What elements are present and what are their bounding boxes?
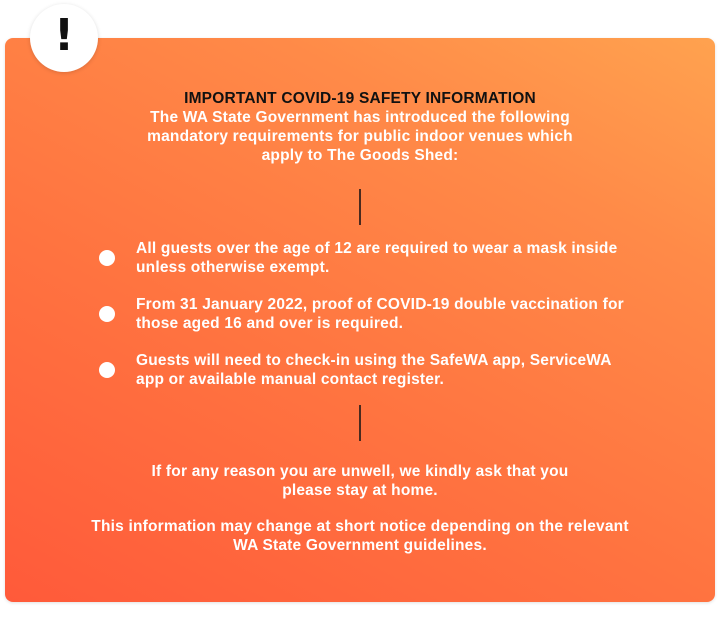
- divider-bottom: [359, 405, 361, 441]
- bullet-dot-icon: [99, 306, 115, 322]
- unwell-message-block: [0, 462, 720, 500]
- notice-heading: IMPORTANT COVID-19 SAFETY INFORMATION: [184, 90, 536, 107]
- bullet-dot-icon: [99, 362, 115, 378]
- requirement-text: All guests over the age of 12 are required to wear a mask inside unless otherwise exempt.: [136, 240, 618, 276]
- requirement-item: [99, 350, 639, 390]
- requirement-text: Guests will need to check-in using the SafeWA app, ServiceWA app or available manual contact register.: [136, 352, 612, 388]
- change-notice: This information may change at short notice depending on the relevant WA State Government guidelines.: [91, 518, 629, 554]
- bullet-dot-icon: [99, 250, 115, 266]
- unwell-message: If for any reason you are unwell, we kindly ask that you please stay at home.: [151, 463, 569, 499]
- divider-top: [359, 189, 361, 225]
- change-notice-block: [0, 517, 720, 555]
- notice-intro: The WA State Government has introduced the following mandatory requirements for public indoor venues which apply to The Goods Shed:: [147, 109, 573, 164]
- requirement-item: [99, 238, 639, 278]
- requirement-text: From 31 January 2022, proof of COVID-19 double vaccination for those aged 16 and over is required.: [136, 296, 624, 332]
- exclamation-icon: !: [53, 10, 75, 61]
- requirements-list: [99, 238, 639, 406]
- alert-badge: [30, 4, 98, 72]
- notice-header: [0, 89, 720, 165]
- requirement-item: [99, 294, 639, 334]
